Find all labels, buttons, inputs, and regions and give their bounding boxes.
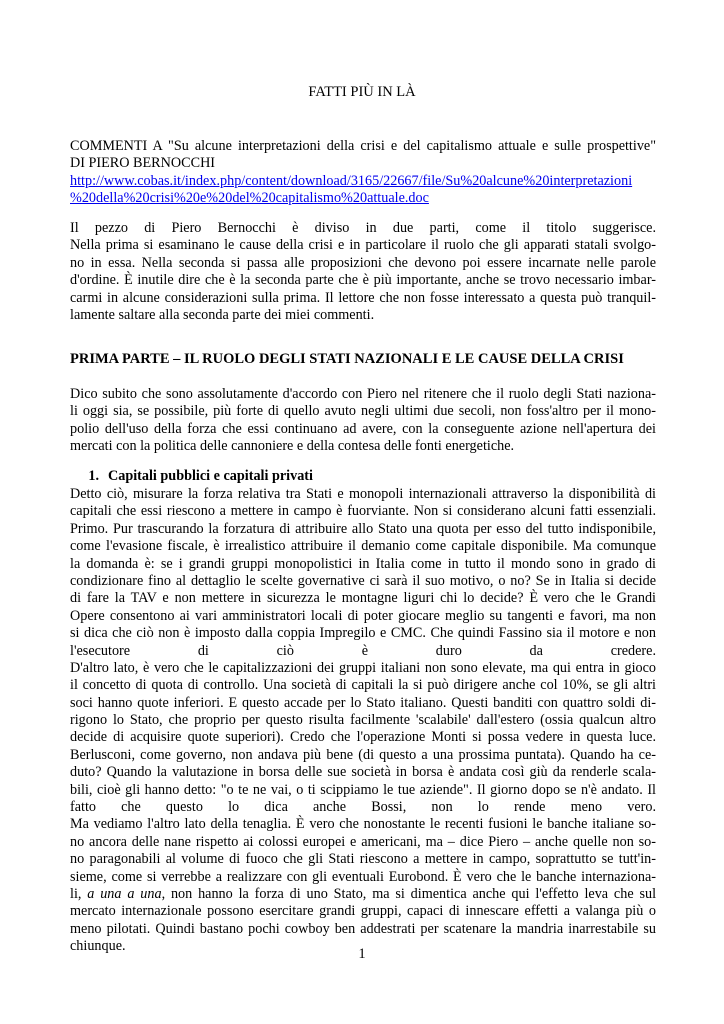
- paragraph-intro-line: Il pezzo di Piero Bernocchi è diviso in due parti, come il titolo suggerisce.: [70, 220, 656, 236]
- paragraph-main-line: li, a una a una, non hanno la forza di uno Stato, ma si dimentica anche qui l'effetto leva che sul: [70, 885, 657, 902]
- paragraph-main-line: Ma vediamo l'altro lato della tenaglia. È vero che nonostante le recenti fusioni le banche italiane so-: [70, 816, 656, 833]
- paragraph-main-line: no ancora delle nane rispetto ai colossi europei e americani, ma – dice Piero – anche quelle non so-: [70, 833, 656, 850]
- paragraph-agreement: [70, 386, 656, 456]
- paragraph-intro-line: lamente saltare alla seconda parte dei miei commenti.: [70, 306, 375, 323]
- paragraph-main-line: la domanda è: se i grandi gruppi monopolistici in Italia come in tutto il mondo sono in grado di: [70, 555, 656, 572]
- page-number: 1: [358, 946, 366, 962]
- paragraph-agreement-line: Dico subito che sono assolutamente d'accordo con Piero nel ritenere che il ruolo degli Stati naziona-: [70, 386, 656, 402]
- subsection-number: 1.: [88, 468, 99, 484]
- paragraph-agreement-line: polio dell'uso della forza che essi continuano ad avere, con la conseguente azione nell'apertura dei: [70, 420, 656, 437]
- paragraph-intro-line: no in essa. Nella seconda si passa alle proposizioni che devono poi essere incarnate nelle parole: [70, 254, 656, 271]
- paragraph-intro: [70, 220, 656, 324]
- paragraph-agreement-line: mercati con la politica delle cannoniere e della contesa delle fonti energetiche.: [70, 438, 515, 455]
- paragraph-main-line: rigono lo Stato, che proprio per questo risulta facilmente 'scalabile' dall'estero (ossia qualcun altro: [70, 712, 656, 729]
- paragraph-main-line: fatto che questo lo dica anche Bossi, non lo rende meno vero.: [70, 799, 656, 816]
- paragraph-main-line: si dica che ciò non è imposto dalla coppia Impregilo e CMC. Che quindi Fassino sia il motore e non: [70, 625, 656, 642]
- paragraph-main-line: condizionare fino al dettaglio le scelte governative ci sarà il suo motivo, o no? Se in Italia si decide: [70, 572, 656, 589]
- paragraph-intro-line: Nella prima si esaminano le cause della crisi e in particolare il ruolo che gli apparati statali svolgo-: [70, 237, 656, 254]
- paragraph-main-line: duto? Quando la valutazione in borsa delle sue società in borsa è andata così giù da renderle scala-: [70, 764, 656, 781]
- paragraph-intro-line: d'ordine. È inutile dire che è la seconda parte che è più importante, anche se trovo necessario imbar-: [70, 272, 656, 289]
- paragraph-main-line: Opere consentono ai vari amministratori locali di poter giocare meglio su tangenti e favori, ma non: [70, 607, 656, 624]
- paragraph-main-line: chiunque.: [70, 938, 126, 955]
- paragraph-main-line: il concetto di quota di controllo. Una società di capitali la si può dirigere anche col 10%, se gli altri: [70, 677, 656, 694]
- paragraph-intro-line: carmi in alcune considerazioni sulla prima. Il lettore che non fosse interessato a questa può tranquil-: [70, 289, 656, 306]
- paragraph-main-line: mercato internazionale possono esercitare grandi gruppi, capaci di innescare effetti a valanga più o: [70, 903, 656, 920]
- emphasis-text: a una a una: [87, 885, 162, 902]
- intro-block: [70, 138, 656, 208]
- paragraph-main-line: Primo. Pur trascurando la forzatura di attribuire allo Stato una quota per esso del tutto indisponibile,: [70, 520, 656, 537]
- paragraph-agreement-line: li oggi sia, se possibile, più forte di quello avuto negli ultimi due secoli, non foss'altro per il mono-: [70, 403, 656, 420]
- intro-line: COMMENTI A "Su alcune interpretazioni della crisi e del capitalismo attuale e sulle prospettive": [70, 138, 656, 154]
- paragraph-main-line: come l'evasione fiscale, è irrealistico attribuire il demanio come capitale disponibile. Ma comunque: [70, 538, 656, 555]
- subsection-title: Capitali pubblici e capitali privati: [108, 468, 313, 484]
- paragraph-main-line: capitali che essi riescono a mettere in campo è fuorviante. Non si considerano alcuni fatti essenziali.: [70, 503, 656, 520]
- paragraph-main-line: l'esecutore di ciò è duro da credere.: [70, 642, 656, 659]
- paragraph-main-line: di fare la TAV e non mettere in sicurezza le montagne liguri chi lo decide? È vero che le Grandi: [70, 590, 656, 607]
- paragraph-main-line: no paragonabili al volume di fuoco che gli Stati riescono a mettere in campo, soprattutto se tutt'in-: [70, 851, 656, 868]
- source-link-continued[interactable]: %20della%20crisi%20e%20del%20capitalismo%20attuale.doc: [70, 190, 429, 207]
- paragraph-main-line: bili, cioè gli hanno detto: "o te ne vai, o ti scippiamo le tue aziende". Il giorno dopo se n'è andato. Il: [70, 781, 656, 798]
- paragraph-main: [70, 486, 656, 956]
- paragraph-main-line: soci hanno quote inferiori. E questo accade per lo Stato italiano. Questi banditi con quattro soldi di-: [70, 694, 656, 711]
- paragraph-main-line: D'altro lato, è vero che le capitalizzazioni dei gruppi italiani non sono elevate, ma qui entra in gioco: [70, 659, 656, 676]
- paragraph-main-line: meno pilotati. Quindi bastano pochi cowboy ben addestrati per scatenare la mandria inarrestabile su: [70, 920, 656, 937]
- paragraph-main-line: Detto ciò, misurare la forza relativa tra Stati e monopoli internazionali attraverso la disponibilità di: [70, 486, 656, 502]
- paragraph-main-line: sieme, come si verrebbe a realizzare con gli eventuali Eurobond. È vero che le banche internaziona-: [70, 868, 656, 885]
- paragraph-main-line: decide di acquisire quote superiori). Credo che l'operazione Monti si possa vedere in questa luce.: [70, 729, 656, 746]
- section-heading: PRIMA PARTE – IL RUOLO DEGLI STATI NAZIONALI E LE CAUSE DELLA CRISI: [70, 351, 624, 367]
- document-title: FATTI PIÙ IN LÀ: [308, 84, 416, 100]
- subsection-heading: [70, 468, 656, 485]
- paragraph-main-line: Berlusconi, come governo, non andava più bene (di questo a una prossima puntata). Quando ha ce-: [70, 746, 656, 763]
- source-link[interactable]: http://www.cobas.it/index.php/content/download/3165/22667/file/Su%20alcune%20interpretazioni: [70, 172, 633, 189]
- author-line: DI PIERO BERNOCCHI: [70, 155, 216, 172]
